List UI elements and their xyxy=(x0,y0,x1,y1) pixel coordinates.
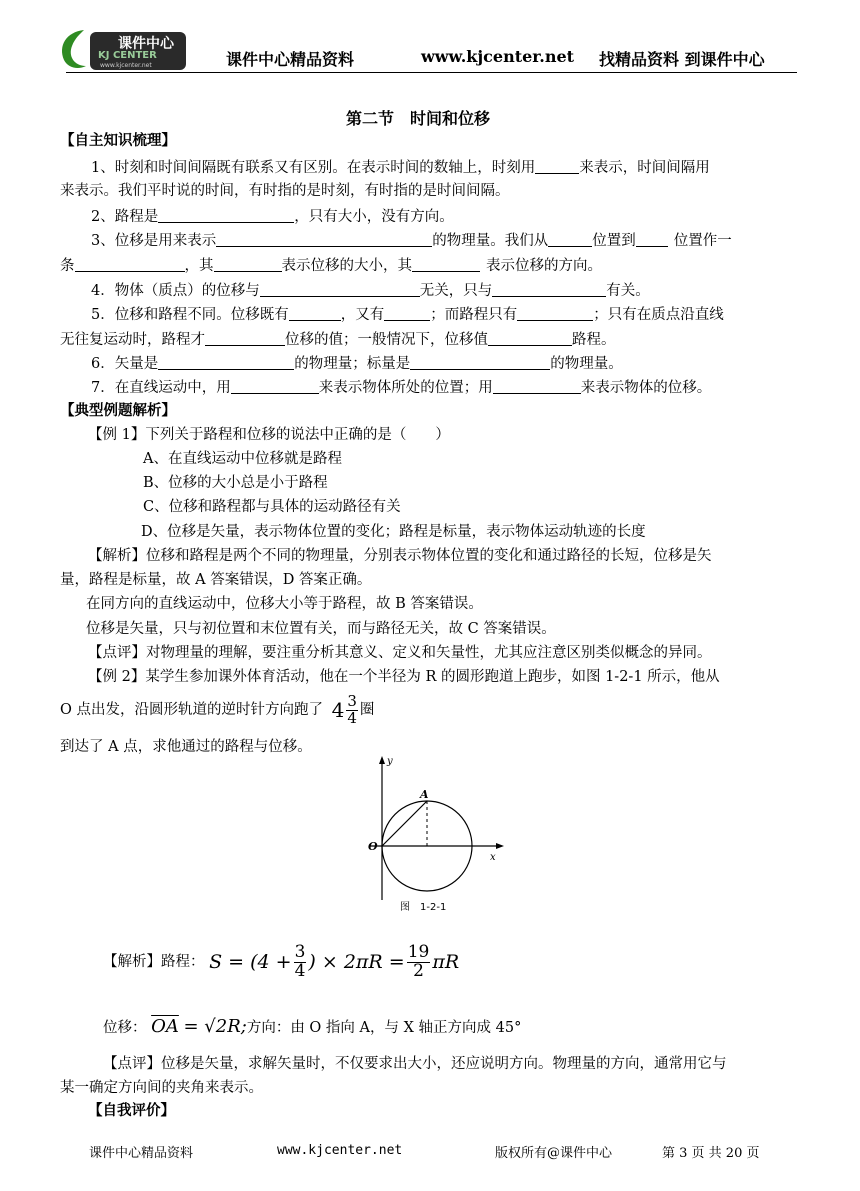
text: 方向：由 O 指向 A，与 X 轴正方向成 45° xyxy=(246,1020,522,1036)
ex1-option-b: B、位移的大小总是小于路程 xyxy=(143,475,328,491)
ex1-analysis-4: 位移是矢量，只与初位置和末位置有关，而与路径无关，故 C 答案错误。 xyxy=(86,621,556,637)
text: 位移： xyxy=(103,1020,147,1036)
item-7 xyxy=(91,379,711,396)
label-y: y xyxy=(387,756,393,767)
text: 3、位移是用来表示 xyxy=(91,233,217,249)
text: 4．物体（质点）的位移与 xyxy=(91,283,260,299)
text: 的物理量；标量是 xyxy=(294,356,411,372)
item-6 xyxy=(91,355,623,372)
denominator: 2 xyxy=(413,960,424,981)
text: O 点出发，沿圆形轨道的逆时针方向跑了 xyxy=(60,702,323,718)
y-arrow-icon xyxy=(379,756,385,764)
label-x: x xyxy=(490,852,496,863)
blank xyxy=(260,282,420,297)
item-3-line1 xyxy=(91,232,732,249)
blank xyxy=(75,257,185,272)
text: ，又有 xyxy=(340,307,385,323)
blank xyxy=(548,232,592,247)
text: ，只有大小，没有方向。 xyxy=(294,209,454,225)
x-arrow-icon xyxy=(496,843,504,849)
ex1-option-c: C、位移和路程都与具体的运动路径有关 xyxy=(143,499,401,515)
blank xyxy=(488,331,572,346)
blank xyxy=(492,282,606,297)
blank xyxy=(636,232,668,247)
formula-part: ) × 2πR = xyxy=(308,950,405,973)
heading-knowledge: 【自主知识梳理】 xyxy=(60,132,176,149)
ex2-review-2: 某一确定方向间的夹角来表示。 xyxy=(60,1080,263,1096)
text: 2、路程是 xyxy=(91,209,159,225)
blank xyxy=(493,379,581,394)
footer-page: 第 3 页 共 20 页 xyxy=(662,1146,760,1161)
ex1-question: 【例 1】下列关于路程和位移的说法中正确的是（ ） xyxy=(88,427,450,443)
text: 位移的值；一般情况下，位移值 xyxy=(285,332,488,348)
ex2-solution-path xyxy=(103,944,459,994)
item-1-line1 xyxy=(91,159,710,176)
text: ；只有在质点沿直线 xyxy=(593,307,724,323)
blank xyxy=(410,355,550,370)
text: 路程。 xyxy=(572,332,616,348)
ex2-review-1: 【点评】位移是矢量，求解矢量时，不仅要求出大小，还应说明方向。物理量的方向，通常用它与 xyxy=(103,1056,727,1072)
ex1-option-d: D、位移是矢量，表示物体位置的变化；路程是标量，表示物体运动轨迹的长度 xyxy=(141,524,646,540)
blank xyxy=(384,306,430,321)
figure-caption: 图 1-2-1 xyxy=(400,902,447,913)
blank xyxy=(216,232,432,247)
text: ；而路程只有 xyxy=(430,307,518,323)
vector-oa: $\overline{OA}$ xyxy=(151,1016,179,1037)
text: 1、时刻和时间间隔既有联系又有区别。在表示时间的数轴上，时刻用 xyxy=(91,160,536,176)
item-1-line2: 来表示。我们平时说的时间，有时指的是时刻，有时指的是时间间隔。 xyxy=(60,183,510,199)
denominator: 4 xyxy=(347,708,357,727)
numerator: 19 xyxy=(407,942,430,962)
blank xyxy=(231,379,319,394)
numerator: 3 xyxy=(294,942,306,962)
formula-part: πR xyxy=(432,950,460,973)
text: 5．位移和路程不同。位移既有 xyxy=(91,307,289,323)
section-title: 第二节 时间和位移 xyxy=(346,109,491,128)
blank xyxy=(412,257,480,272)
blank xyxy=(214,257,282,272)
blank xyxy=(205,331,285,346)
text: 无关，只与 xyxy=(419,283,493,299)
text: 条 xyxy=(60,258,75,274)
figure-1-2-1 xyxy=(362,752,510,917)
formula-part: S = (4 + xyxy=(209,950,292,973)
text: 来表示物体所处的位置；用 xyxy=(318,380,493,396)
text: 的物理量。 xyxy=(550,356,623,372)
heading-self-eval: 【自我评价】 xyxy=(88,1102,175,1119)
text: 表示位移的方向。 xyxy=(486,258,602,274)
logo-url: www.kjcenter.net xyxy=(100,62,152,69)
blank xyxy=(535,159,579,174)
numerator: 3 xyxy=(347,692,357,710)
blank xyxy=(289,306,341,321)
ex1-analysis-3: 在同方向的直线运动中，位移大小等于路程，故 B 答案错误。 xyxy=(86,596,483,612)
ex1-analysis-2: 量，路程是标量，故 A 答案错误，D 答案正确。 xyxy=(60,572,372,588)
item-4 xyxy=(91,282,650,299)
text: 位置到 xyxy=(592,233,636,249)
footer-copyright: 版权所有@课件中心 xyxy=(495,1146,613,1161)
footer-url: www.kjcenter.net xyxy=(277,1143,403,1158)
label-o: O xyxy=(368,840,378,853)
text: 表示位移的大小，其 xyxy=(281,258,412,274)
item-2 xyxy=(91,208,454,225)
header-rule xyxy=(66,72,797,73)
item-5-line1 xyxy=(91,306,724,323)
text: 来表示，时间间隔用 xyxy=(579,160,710,176)
text: 7．在直线运动中，用 xyxy=(91,380,231,396)
blank xyxy=(517,306,593,321)
header-title-mid: www.kjcenter.net xyxy=(421,47,575,66)
logo-text: 课件中心 xyxy=(118,36,174,52)
text: ，其 xyxy=(184,258,214,274)
text: 有关。 xyxy=(606,283,650,299)
ex1-analysis-1: 【解析】位移和路程是两个不同的物理量，分别表示物体位置的变化和通过路径的长短，位移是矢 xyxy=(88,548,712,564)
ex2-solution-displacement xyxy=(103,1018,521,1036)
ex2-question-3: 到达了 A 点，求他通过的路程与位移。 xyxy=(60,739,312,755)
header-title-right: 找精品资料 到课件中心 xyxy=(599,50,765,69)
text: 的物理量。我们从 xyxy=(432,233,549,249)
mixed-whole: 4 xyxy=(331,698,345,723)
logo-sub: KJ CENTER xyxy=(98,50,157,61)
ex2-question-2 xyxy=(60,694,374,734)
footer-left: 课件中心精品资料 xyxy=(89,1146,194,1161)
item-5-line2 xyxy=(60,331,616,348)
blank xyxy=(158,208,294,223)
blank xyxy=(158,355,294,370)
fraction xyxy=(407,944,431,981)
text: 位置作一 xyxy=(673,233,732,249)
heading-examples: 【典型例题解析】 xyxy=(60,402,176,419)
ex1-option-a: A、在直线运动中位移就是路程 xyxy=(143,451,342,467)
formula-part: = √2R; xyxy=(183,1016,247,1037)
segment-oa xyxy=(382,801,427,846)
text: 无往复运动时，路程才 xyxy=(60,332,205,348)
header-title-left: 课件中心精品资料 xyxy=(226,50,355,69)
item-3-line2 xyxy=(60,257,602,274)
ex2-question-1: 【例 2】某学生参加课外体育活动，他在一个半径为 R 的圆形跑道上跑步，如图 1-2-1 所示，他从 xyxy=(88,669,720,685)
fraction xyxy=(294,944,307,981)
text: 6．矢量是 xyxy=(91,356,159,372)
label-a: A xyxy=(420,788,429,801)
text: 来表示物体的位移。 xyxy=(580,380,712,396)
text: 圈 xyxy=(359,702,375,718)
denominator: 4 xyxy=(294,960,306,981)
fraction xyxy=(346,694,358,727)
text: 【解析】路程： xyxy=(103,954,205,971)
ex1-review: 【点评】对物理量的理解，要注重分析其意义、定义和矢量性，尤其应注意区别类似概念的异同。 xyxy=(88,645,712,661)
